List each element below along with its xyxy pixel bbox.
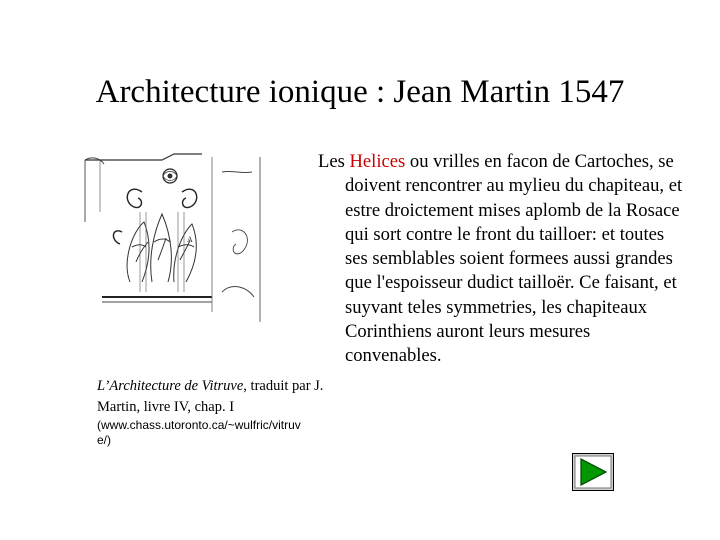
figure-mark-label: A [187, 235, 193, 244]
slide-title: Architecture ionique : Jean Martin 1547 [95, 74, 625, 110]
figure-caption [97, 376, 327, 418]
caption-details: , traduit par J. Martin, livre IV, chap. I [97, 378, 324, 415]
quote-prefix: Les [318, 151, 350, 172]
caption-work-title: L’Architecture de Vitruve [97, 378, 244, 394]
next-slide-button[interactable] [572, 453, 614, 491]
source-url: (www.chass.utoronto.ca/~wulfric/vitruve/) [97, 418, 301, 447]
ionic-capital-engraving [82, 152, 264, 328]
quote-highlight: Helices [349, 151, 406, 172]
rosace-ornament [163, 169, 177, 183]
quote-paragraph [318, 150, 690, 369]
quote-text: ou vrilles en facon de Cartoches, se doivent rencontrer au mylieu du chapiteau, et estre droictement mises aplomb de la Rosace qui sort contre le front du tailloer: et toutes ses semblables soient formees aussi grandes que l'espoisseur dudict tailloër. Ce faisant, et suyvant teles symmetries, les chapiteaux Corinthiens auront leurs mesures convenables. [345, 151, 683, 367]
